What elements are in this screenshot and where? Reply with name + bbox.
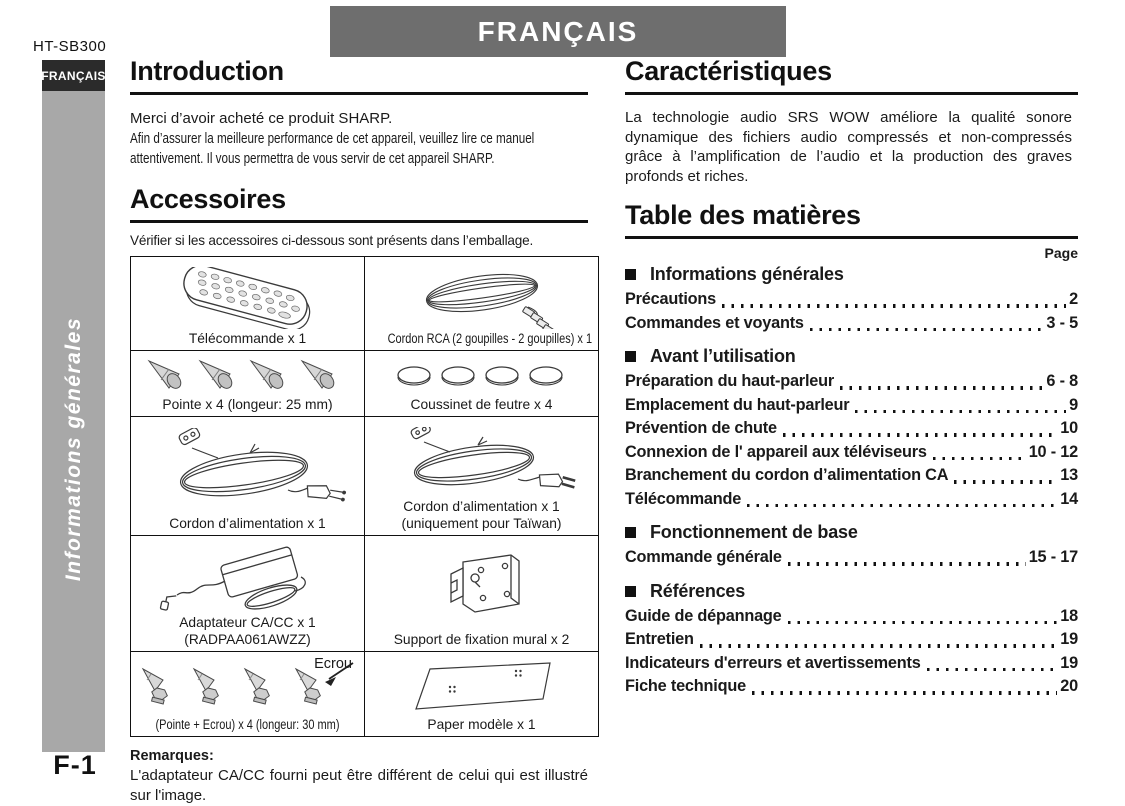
section-bullet-icon: [625, 527, 636, 538]
toc-entry: Télécommande 14: [625, 489, 1078, 508]
dot-leader: [810, 328, 1044, 331]
accessory-label: Télécommande x 1: [188, 330, 307, 346]
dot-leader: [954, 480, 1057, 483]
toc-section-references: [625, 581, 1078, 602]
features-title: Caractéristiques: [625, 56, 832, 86]
ecrou-callout: Ecrou: [314, 656, 352, 672]
page-number: F-1: [53, 750, 97, 780]
accessory-label: Coussinet de feutre x 4: [410, 396, 553, 412]
toc-section-title: Avant l’utilisation: [650, 346, 796, 366]
dot-leader: [722, 304, 1066, 307]
sidebar-section-label: Informations générales: [61, 317, 85, 582]
accessory-cell-paper-template: [365, 652, 599, 737]
table-row: [131, 536, 599, 652]
accessory-label: Cordon RCA (2 goupilles - 2 goupilles) x 1: [387, 330, 593, 346]
ac-adapter-icon: [133, 541, 362, 613]
toc-section-avant-utilisation: [625, 346, 1078, 367]
rca-cord-icon: [367, 267, 596, 329]
toc-entry: Fiche technique 20: [625, 677, 1078, 695]
toc-entry: Guide de dépannage 18: [625, 606, 1078, 625]
power-cord-icon: [133, 428, 362, 514]
accessory-cell-spike-nut: [131, 652, 365, 737]
table-row: [131, 351, 599, 417]
accessories-title: Accessoires: [130, 184, 286, 214]
accessory-cell-power-cord: [131, 417, 365, 536]
toc-entry: Indicateurs d'erreurs et avertissements 19: [625, 653, 1078, 672]
accessory-label-note: (RADPAA061AWZZ): [184, 631, 311, 647]
accessories-intro: Vérifier si les accessoires ci-dessous sont présents dans l’emballage.: [130, 233, 534, 248]
remarks-title: Remarques:: [130, 748, 214, 764]
accessory-cell-ac-adapter: [131, 536, 365, 652]
dot-leader: [752, 691, 1057, 694]
accessory-label: Adaptateur CA/CC x 1: [179, 615, 316, 630]
remarks: [130, 747, 588, 806]
section-bullet-icon: [625, 269, 636, 280]
toc-section-informations-generales: [625, 264, 1078, 285]
introduction-title: Introduction: [130, 56, 284, 86]
accessory-cell-wall-bracket: [365, 536, 599, 652]
language-badge: FRANÇAIS: [42, 60, 105, 91]
toc-section-title: Fonctionnement de base: [650, 522, 858, 542]
table-of-contents: [625, 264, 1078, 699]
toc-entry: Précautions 2: [625, 290, 1078, 308]
toc-section-title: Références: [650, 580, 746, 601]
section-sidebar: [42, 91, 105, 752]
accessory-label: Paper modèle x 1: [427, 716, 536, 732]
toc-entry: Préparation du haut-parleur 6 - 8: [625, 372, 1078, 390]
dot-leader: [927, 668, 1058, 671]
intro-line: Merci d’avoir acheté ce produit SHARP.: [130, 110, 393, 127]
intro-line: Afin d’assurer la meilleure performance de cet appareil, veuillez lire ce manuel: [130, 131, 535, 147]
accessory-cell-felt-pads: [365, 351, 599, 417]
section-bullet-icon: [625, 351, 636, 362]
heading-rule: [625, 236, 1078, 239]
remarks-body: L'adaptateur CA/CC fourni peut être différent de celui qui est illustré sur l'image.: [130, 767, 588, 804]
accessory-label: (Pointe + Ecrou) x 4 (longeur: 30 mm): [155, 716, 340, 732]
toc-section-title: Informations générales: [650, 264, 844, 284]
dot-leader: [700, 644, 1058, 647]
toc-entry: Commande générale 15 - 17: [625, 548, 1078, 566]
toc-entry: Prévention de chute 10: [625, 419, 1078, 437]
accessory-cell-rca-cord: [365, 257, 599, 351]
features-body: La technologie audio SRS WOW améliore la qualité sonore dynamique des fichiers audio compressés et non-compressés grâce à l’amplification de l’audio et la production des graves profonds et riches.: [625, 109, 1072, 185]
dot-leader: [783, 433, 1057, 436]
accessory-label: Pointe x 4 (longeur: 25 mm): [162, 396, 333, 412]
heading-rule: [625, 92, 1078, 95]
toc-title: Table des matières: [625, 200, 861, 230]
remote-control-icon: [133, 267, 362, 329]
accessory-cell-power-cord-taiwan: [365, 417, 599, 536]
language-banner: FRANÇAIS: [330, 6, 786, 57]
paper-template-icon: [367, 659, 596, 715]
felt-pads-icon: [367, 363, 596, 395]
table-row: [131, 257, 599, 351]
accessory-cell-remote: [131, 257, 365, 351]
wall-bracket-icon: [367, 552, 596, 630]
dot-leader: [747, 504, 1057, 507]
accessory-label: Support de fixation mural x 2: [393, 631, 570, 647]
toc-entry: Connexion de l' appareil aux téléviseurs 10 - 12: [625, 442, 1078, 461]
introduction-text: [130, 108, 588, 169]
section-bullet-icon: [625, 586, 636, 597]
toc-section-fonctionnement-de-base: [625, 522, 1078, 543]
accessory-label: Cordon d’alimentation x 1: [169, 515, 326, 531]
table-row: [131, 652, 599, 737]
toc-entry: Emplacement du haut-parleur 9: [625, 395, 1078, 414]
toc-entry: Commandes et voyants 3 - 5: [625, 313, 1078, 332]
left-column: [130, 56, 593, 806]
spikes-icon: [133, 357, 362, 395]
dot-leader: [788, 562, 1026, 565]
right-column: [625, 56, 1078, 699]
dot-leader: [855, 410, 1066, 413]
toc-page-label: Page: [1044, 245, 1078, 261]
heading-rule: [130, 92, 588, 95]
model-number: HT-SB300: [33, 38, 107, 55]
toc-entry: Branchement du cordon d’alimentation CA 13: [625, 466, 1078, 484]
power-cord-taiwan-icon: [367, 427, 596, 497]
accessories-table: [130, 256, 599, 737]
accessory-label: Cordon d’alimentation x 1: [403, 499, 560, 514]
toc-entry: Entretien 19: [625, 630, 1078, 648]
dot-leader: [840, 386, 1043, 389]
dot-leader: [933, 457, 1026, 460]
heading-rule: [130, 220, 588, 223]
intro-line: attentivement. Il vous permettra de vous servir de cet appareil SHARP.: [130, 151, 495, 167]
table-row: [131, 417, 599, 536]
accessory-label-note: (uniquement pour Taïwan): [401, 515, 562, 531]
dot-leader: [788, 621, 1058, 624]
accessory-cell-spikes: [131, 351, 365, 417]
